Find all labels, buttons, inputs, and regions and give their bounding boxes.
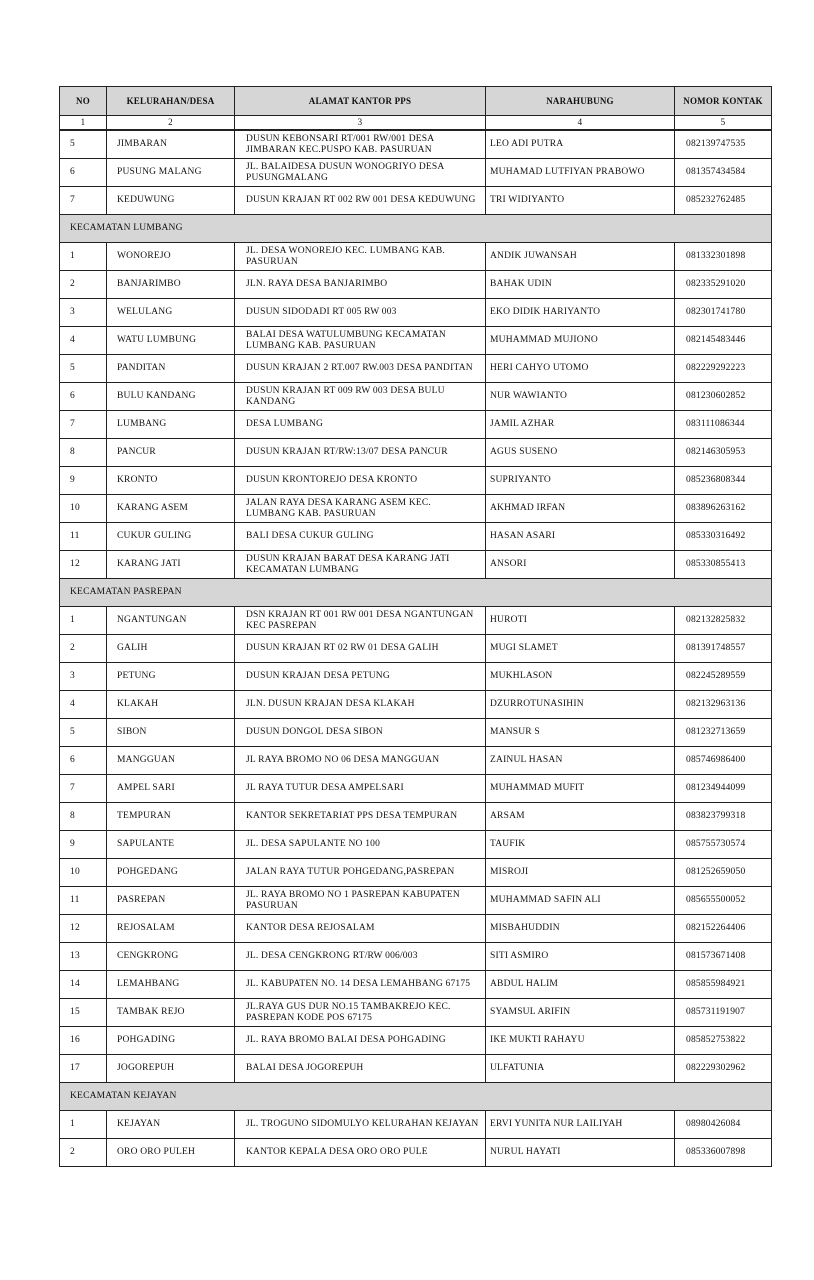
- row-number: 5: [60, 719, 107, 747]
- row-number: 5: [60, 130, 107, 159]
- narahubung-cell: NUR WAWIANTO: [486, 383, 675, 411]
- kelurahan-cell: PANDITAN: [107, 355, 235, 383]
- kontak-cell: 081332301898: [675, 243, 772, 271]
- kontak-cell: 085731191907: [675, 999, 772, 1027]
- alamat-cell: KANTOR SEKRETARIAT PPS DESA TEMPURAN: [235, 803, 486, 831]
- alamat-cell: KANTOR KEPALA DESA ORO ORO PULE: [235, 1139, 486, 1167]
- row-number: 6: [60, 383, 107, 411]
- alamat-cell: DUSUN KRAJAN 2 RT.007 RW.003 DESA PANDITAN: [235, 355, 486, 383]
- kelurahan-cell: MANGGUAN: [107, 747, 235, 775]
- narahubung-cell: AKHMAD IRFAN: [486, 495, 675, 523]
- kelurahan-cell: WONOREJO: [107, 243, 235, 271]
- kelurahan-cell: CUKUR GULING: [107, 523, 235, 551]
- table-row: [60, 831, 772, 859]
- table-row: [60, 803, 772, 831]
- kontak-cell: 085655500052: [675, 887, 772, 915]
- column-number: 1: [60, 116, 107, 131]
- alamat-cell: JL. KABUPATEN NO. 14 DESA LEMAHBANG 67175: [235, 971, 486, 999]
- kecamatan-section-row: [60, 215, 772, 243]
- narahubung-cell: MUHAMMAD SAFIN ALI: [486, 887, 675, 915]
- narahubung-cell: NURUL HAYATI: [486, 1139, 675, 1167]
- kontak-cell: 08980426084: [675, 1111, 772, 1139]
- kelurahan-cell: REJOSALAM: [107, 915, 235, 943]
- narahubung-cell: AGUS SUSENO: [486, 439, 675, 467]
- kontak-cell: 081232713659: [675, 719, 772, 747]
- kontak-cell: 082335291020: [675, 271, 772, 299]
- row-number: 4: [60, 691, 107, 719]
- alamat-cell: DUSUN KRAJAN RT/RW:13/07 DESA PANCUR: [235, 439, 486, 467]
- kontak-cell: 083896263162: [675, 495, 772, 523]
- narahubung-cell: ABDUL HALIM: [486, 971, 675, 999]
- kontak-cell: 085755730574: [675, 831, 772, 859]
- table-row: [60, 383, 772, 411]
- kontak-cell: 085330316492: [675, 523, 772, 551]
- table-row: [60, 775, 772, 803]
- narahubung-cell: ANSORI: [486, 551, 675, 579]
- narahubung-cell: MISROJI: [486, 859, 675, 887]
- kelurahan-cell: PUSUNG MALANG: [107, 159, 235, 187]
- table-row: [60, 271, 772, 299]
- alamat-cell: JL RAYA TUTUR DESA AMPELSARI: [235, 775, 486, 803]
- narahubung-cell: MUGI SLAMET: [486, 635, 675, 663]
- narahubung-cell: HASAN ASARI: [486, 523, 675, 551]
- alamat-cell: DUSUN KRAJAN RT 02 RW 01 DESA GALIH: [235, 635, 486, 663]
- row-number: 13: [60, 943, 107, 971]
- header-kelurahan: KELURAHAN/DESA: [107, 87, 235, 116]
- kontak-cell: 081252659050: [675, 859, 772, 887]
- narahubung-cell: ERVI YUNITA NUR LAILIYAH: [486, 1111, 675, 1139]
- row-number: 9: [60, 831, 107, 859]
- table-row: [60, 355, 772, 383]
- kelurahan-cell: PETUNG: [107, 663, 235, 691]
- kelurahan-cell: PANCUR: [107, 439, 235, 467]
- narahubung-cell: MUHAMAD LUTFIYAN PRABOWO: [486, 159, 675, 187]
- kelurahan-cell: TEMPURAN: [107, 803, 235, 831]
- row-number: 8: [60, 439, 107, 467]
- row-number: 6: [60, 159, 107, 187]
- row-number: 10: [60, 859, 107, 887]
- kontak-cell: 081573671408: [675, 943, 772, 971]
- table-row: [60, 243, 772, 271]
- column-number: 2: [107, 116, 235, 131]
- row-number: 7: [60, 775, 107, 803]
- kontak-cell: 085330855413: [675, 551, 772, 579]
- table-row: [60, 130, 772, 159]
- narahubung-cell: TAUFIK: [486, 831, 675, 859]
- narahubung-cell: LEO ADI PUTRA: [486, 130, 675, 159]
- table-row: [60, 1111, 772, 1139]
- table-row: [60, 663, 772, 691]
- alamat-cell: JL. DESA SAPULANTE NO 100: [235, 831, 486, 859]
- row-number: 3: [60, 299, 107, 327]
- alamat-cell: JL. DESA WONOREJO KEC. LUMBANG KAB. PASURUAN: [235, 243, 486, 271]
- alamat-cell: JLN. RAYA DESA BANJARIMBO: [235, 271, 486, 299]
- table-row: [60, 691, 772, 719]
- header-row: [60, 87, 772, 116]
- narahubung-cell: ARSAM: [486, 803, 675, 831]
- kontak-cell: 081391748557: [675, 635, 772, 663]
- alamat-cell: JLN. DUSUN KRAJAN DESA KLAKAH: [235, 691, 486, 719]
- table-row: [60, 1027, 772, 1055]
- row-number: 14: [60, 971, 107, 999]
- alamat-cell: BALAI DESA JOGOREPUH: [235, 1055, 486, 1083]
- kelurahan-cell: WELULANG: [107, 299, 235, 327]
- kelurahan-cell: WATU LUMBUNG: [107, 327, 235, 355]
- table-row: [60, 495, 772, 523]
- kontak-cell: 083111086344: [675, 411, 772, 439]
- alamat-cell: BALI DESA CUKUR GULING: [235, 523, 486, 551]
- kelurahan-cell: AMPEL SARI: [107, 775, 235, 803]
- kelurahan-cell: NGANTUNGAN: [107, 607, 235, 635]
- row-number: 12: [60, 915, 107, 943]
- row-number: 11: [60, 523, 107, 551]
- header-narahubung: NARAHUBUNG: [486, 87, 675, 116]
- kelurahan-cell: KEJAYAN: [107, 1111, 235, 1139]
- row-number: 3: [60, 663, 107, 691]
- alamat-cell: DUSUN SIDODADI RT 005 RW 003: [235, 299, 486, 327]
- row-number: 2: [60, 635, 107, 663]
- row-number: 10: [60, 495, 107, 523]
- table-row: [60, 719, 772, 747]
- table-row: [60, 887, 772, 915]
- kontak-cell: 085336007898: [675, 1139, 772, 1167]
- narahubung-cell: SYAMSUL ARIFIN: [486, 999, 675, 1027]
- kelurahan-cell: SAPULANTE: [107, 831, 235, 859]
- kontak-cell: 082132825832: [675, 607, 772, 635]
- kelurahan-cell: KEDUWUNG: [107, 187, 235, 215]
- table-row: [60, 411, 772, 439]
- alamat-cell: JL.RAYA GUS DUR NO.15 TAMBAKREJO KEC. PASREPAN KODE POS 67175: [235, 999, 486, 1027]
- kelurahan-cell: POHGADING: [107, 1027, 235, 1055]
- alamat-cell: JL RAYA BROMO NO 06 DESA MANGGUAN: [235, 747, 486, 775]
- alamat-cell: JL. RAYA BROMO BALAI DESA POHGADING: [235, 1027, 486, 1055]
- header-kontak: NOMOR KONTAK: [675, 87, 772, 116]
- kelurahan-cell: BULU KANDANG: [107, 383, 235, 411]
- alamat-cell: DUSUN KRAJAN DESA PETUNG: [235, 663, 486, 691]
- alamat-cell: JL. TROGUNO SIDOMULYO KELURAHAN KEJAYAN: [235, 1111, 486, 1139]
- row-number: 11: [60, 887, 107, 915]
- alamat-cell: JL. RAYA BROMO NO 1 PASREPAN KABUPATEN PASURUAN: [235, 887, 486, 915]
- kecamatan-label: KECAMATAN KEJAYAN: [60, 1083, 772, 1111]
- table-row: [60, 1055, 772, 1083]
- table-row: [60, 859, 772, 887]
- table-row: [60, 635, 772, 663]
- header-alamat: ALAMAT KANTOR PPS: [235, 87, 486, 116]
- narahubung-cell: IKE MUKTI RAHAYU: [486, 1027, 675, 1055]
- table-row: [60, 299, 772, 327]
- kecamatan-label: KECAMATAN LUMBANG: [60, 215, 772, 243]
- kelurahan-cell: KLAKAH: [107, 691, 235, 719]
- column-number: 5: [675, 116, 772, 131]
- kelurahan-cell: BANJARIMBO: [107, 271, 235, 299]
- row-number: 4: [60, 327, 107, 355]
- kelurahan-cell: JOGOREPUH: [107, 1055, 235, 1083]
- alamat-cell: JALAN RAYA TUTUR POHGEDANG,PASREPAN: [235, 859, 486, 887]
- header-no: NO: [60, 87, 107, 116]
- narahubung-cell: HUROTI: [486, 607, 675, 635]
- kelurahan-cell: LEMAHBANG: [107, 971, 235, 999]
- row-number: 1: [60, 1111, 107, 1139]
- row-number: 9: [60, 467, 107, 495]
- alamat-cell: BALAI DESA WATULUMBUNG KECAMATAN LUMBANG KAB. PASURUAN: [235, 327, 486, 355]
- kecamatan-label: KECAMATAN PASREPAN: [60, 579, 772, 607]
- narahubung-cell: DZURROTUNASIHIN: [486, 691, 675, 719]
- pps-contact-table: [59, 86, 772, 1167]
- table-row: [60, 1139, 772, 1167]
- column-number: 4: [486, 116, 675, 131]
- kelurahan-cell: KARANG JATI: [107, 551, 235, 579]
- alamat-cell: DUSUN KRAJAN RT 002 RW 001 DESA KEDUWUNG: [235, 187, 486, 215]
- kelurahan-cell: GALIH: [107, 635, 235, 663]
- narahubung-cell: MUHAMMAD MUFIT: [486, 775, 675, 803]
- row-number: 5: [60, 355, 107, 383]
- narahubung-cell: SUPRIYANTO: [486, 467, 675, 495]
- kontak-cell: 083823799318: [675, 803, 772, 831]
- table-row: [60, 187, 772, 215]
- narahubung-cell: SITI ASMIRO: [486, 943, 675, 971]
- kelurahan-cell: SIBON: [107, 719, 235, 747]
- row-number: 12: [60, 551, 107, 579]
- table-row: [60, 159, 772, 187]
- table-row: [60, 915, 772, 943]
- narahubung-cell: HERI CAHYO UTOMO: [486, 355, 675, 383]
- narahubung-cell: MANSUR S: [486, 719, 675, 747]
- row-number: 2: [60, 271, 107, 299]
- kelurahan-cell: LUMBANG: [107, 411, 235, 439]
- narahubung-cell: ULFATUNIA: [486, 1055, 675, 1083]
- alamat-cell: DUSUN KRONTOREJO DESA KRONTO: [235, 467, 486, 495]
- narahubung-cell: EKO DIDIK HARIYANTO: [486, 299, 675, 327]
- kontak-cell: 085236808344: [675, 467, 772, 495]
- kontak-cell: 082132963136: [675, 691, 772, 719]
- alamat-cell: DUSUN DONGOL DESA SIBON: [235, 719, 486, 747]
- kelurahan-cell: PASREPAN: [107, 887, 235, 915]
- row-number: 15: [60, 999, 107, 1027]
- kontak-cell: 085232762485: [675, 187, 772, 215]
- kelurahan-cell: ORO ORO PULEH: [107, 1139, 235, 1167]
- table-row: [60, 327, 772, 355]
- row-number: 17: [60, 1055, 107, 1083]
- table-row: [60, 607, 772, 635]
- kelurahan-cell: CENGKRONG: [107, 943, 235, 971]
- alamat-cell: DESA LUMBANG: [235, 411, 486, 439]
- alamat-cell: DSN KRAJAN RT 001 RW 001 DESA NGANTUNGAN KEC PASREPAN: [235, 607, 486, 635]
- narahubung-cell: MUHAMMAD MUJIONO: [486, 327, 675, 355]
- row-number: 16: [60, 1027, 107, 1055]
- kontak-cell: 082301741780: [675, 299, 772, 327]
- table-body: [60, 130, 772, 1167]
- row-number: 6: [60, 747, 107, 775]
- narahubung-cell: ANDIK JUWANSAH: [486, 243, 675, 271]
- kontak-cell: 081234944099: [675, 775, 772, 803]
- narahubung-cell: BAHAK UDIN: [486, 271, 675, 299]
- table-row: [60, 747, 772, 775]
- alamat-cell: DUSUN KRAJAN RT 009 RW 003 DESA BULU KANDANG: [235, 383, 486, 411]
- column-number-row: [60, 116, 772, 131]
- alamat-cell: DUSUN KRAJAN BARAT DESA KARANG JATI KECAMATAN LUMBANG: [235, 551, 486, 579]
- row-number: 8: [60, 803, 107, 831]
- kontak-cell: 082139747535: [675, 130, 772, 159]
- alamat-cell: KANTOR DESA REJOSALAM: [235, 915, 486, 943]
- kontak-cell: 085855984921: [675, 971, 772, 999]
- kontak-cell: 082146305953: [675, 439, 772, 467]
- table-row: [60, 999, 772, 1027]
- narahubung-cell: MUKHLASON: [486, 663, 675, 691]
- table-row: [60, 467, 772, 495]
- kontak-cell: 082229292223: [675, 355, 772, 383]
- kontak-cell: 082152264406: [675, 915, 772, 943]
- row-number: 7: [60, 187, 107, 215]
- row-number: 2: [60, 1139, 107, 1167]
- kontak-cell: 085852753822: [675, 1027, 772, 1055]
- kontak-cell: 081357434584: [675, 159, 772, 187]
- narahubung-cell: JAMIL AZHAR: [486, 411, 675, 439]
- row-number: 7: [60, 411, 107, 439]
- narahubung-cell: ZAINUL HASAN: [486, 747, 675, 775]
- row-number: 1: [60, 607, 107, 635]
- kelurahan-cell: TAMBAK REJO: [107, 999, 235, 1027]
- kontak-cell: 082229302962: [675, 1055, 772, 1083]
- table-row: [60, 439, 772, 467]
- kelurahan-cell: KRONTO: [107, 467, 235, 495]
- row-number: 1: [60, 243, 107, 271]
- kelurahan-cell: JIMBARAN: [107, 130, 235, 159]
- table-row: [60, 971, 772, 999]
- kecamatan-section-row: [60, 579, 772, 607]
- alamat-cell: JL. DESA CENGKRONG RT/RW 006/003: [235, 943, 486, 971]
- table-row: [60, 943, 772, 971]
- kontak-cell: 082245289559: [675, 663, 772, 691]
- kelurahan-cell: POHGEDANG: [107, 859, 235, 887]
- kontak-cell: 085746986400: [675, 747, 772, 775]
- table-row: [60, 523, 772, 551]
- alamat-cell: JALAN RAYA DESA KARANG ASEM KEC. LUMBANG KAB. PASURUAN: [235, 495, 486, 523]
- kontak-cell: 082145483446: [675, 327, 772, 355]
- column-number: 3: [235, 116, 486, 131]
- kelurahan-cell: KARANG ASEM: [107, 495, 235, 523]
- kontak-cell: 081230602852: [675, 383, 772, 411]
- alamat-cell: DUSUN KEBONSARI RT/001 RW/001 DESA JIMBARAN KEC.PUSPO KAB. PASURUAN: [235, 130, 486, 159]
- alamat-cell: JL. BALAIDESA DUSUN WONOGRIYO DESA PUSUNGMALANG: [235, 159, 486, 187]
- table-row: [60, 551, 772, 579]
- narahubung-cell: MISBAHUDDIN: [486, 915, 675, 943]
- kecamatan-section-row: [60, 1083, 772, 1111]
- narahubung-cell: TRI WIDIYANTO: [486, 187, 675, 215]
